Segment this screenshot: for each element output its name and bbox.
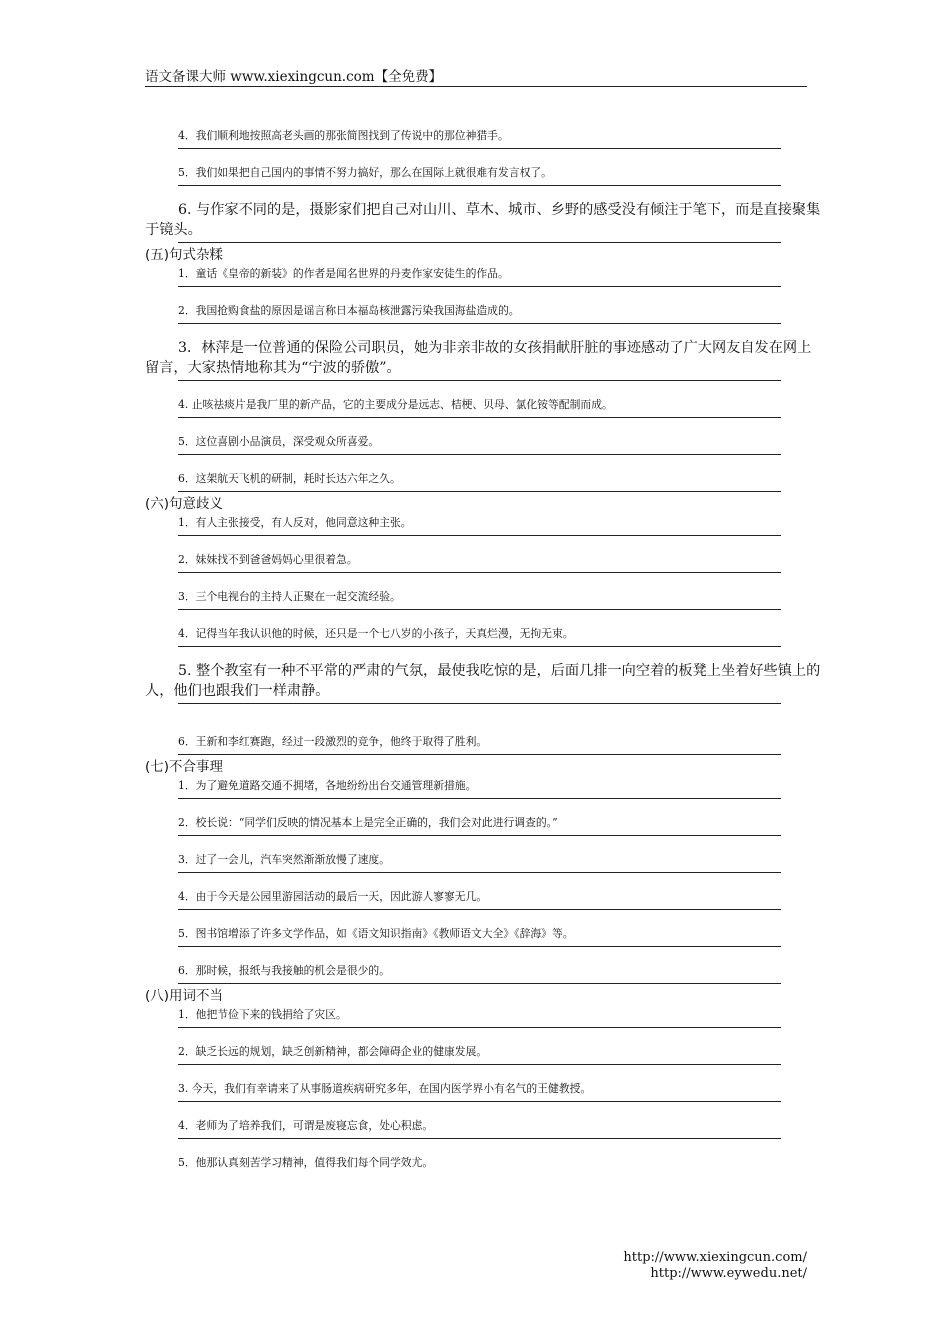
page-header: 语文备课大师 www.xiexingcun.com【全免费】 xyxy=(145,69,443,85)
exercise-sentence: 5. 整个教室有一种不平常的严肃的气氛，最使我吃惊的是，后面几排一向空着的板凳上坐着好些镇上的人，他们也跟我们一样肃静。 xyxy=(145,663,821,699)
exercise-item xyxy=(145,661,825,704)
exercise-item xyxy=(145,264,825,287)
exercise-item xyxy=(145,624,825,647)
exercise-item xyxy=(145,1042,825,1065)
answer-line[interactable] xyxy=(178,944,781,947)
section-title: (七)不合事理 xyxy=(145,759,224,775)
exercise-sentence: 3．三个电视台的主持人正聚在一起交流经验。 xyxy=(178,590,401,603)
answer-line[interactable] xyxy=(178,644,781,647)
section-title: (八)用词不当 xyxy=(145,988,224,1004)
answer-line[interactable] xyxy=(178,415,781,418)
exercise-item xyxy=(145,395,825,418)
exercise-item xyxy=(145,924,825,947)
section-continued xyxy=(145,126,825,243)
answer-line[interactable] xyxy=(178,870,781,873)
answer-line[interactable] xyxy=(178,1099,781,1102)
answer-line[interactable] xyxy=(178,1025,781,1028)
exercise-sentence: 1．有人主张接受，有人反对，他同意这种主张。 xyxy=(178,516,412,529)
exercise-sentence: 2．妹妹找不到爸爸妈妈心里很着急。 xyxy=(178,553,358,566)
exercise-item xyxy=(145,1079,825,1102)
exercise-item xyxy=(145,163,825,186)
exercise-content xyxy=(145,126,825,1187)
section-sentence-mixing xyxy=(145,247,825,492)
exercise-item xyxy=(145,1116,825,1139)
exercise-sentence: 5．图书馆增添了许多文学作品，如《语文知识指南》《教师语文大全》《辞海》等。 xyxy=(178,927,574,940)
answer-line[interactable] xyxy=(178,1136,781,1139)
exercise-item xyxy=(145,338,825,381)
answer-line[interactable] xyxy=(178,489,781,492)
answer-line[interactable] xyxy=(178,452,781,455)
exercise-item xyxy=(145,432,825,455)
section-title: (六)句意歧义 xyxy=(145,496,224,512)
answer-line[interactable] xyxy=(178,752,781,755)
answer-line[interactable] xyxy=(178,607,781,610)
header-divider xyxy=(145,86,807,87)
exercise-sentence: 3．过了一会儿，汽车突然渐渐放慢了速度。 xyxy=(178,853,391,866)
exercise-sentence: 6．王新和李红赛跑，经过一段激烈的竞争，他终于取得了胜利。 xyxy=(178,735,488,748)
exercise-item xyxy=(145,732,825,755)
exercise-sentence: 6．那时候，报纸与我接触的机会是很少的。 xyxy=(178,964,391,977)
exercise-sentence: 5．我们如果把自己国内的事情不努力搞好，那么在国际上就很难有发言权了。 xyxy=(178,166,552,179)
exercise-sentence: 6．这架航天飞机的研制，耗时长达六年之久。 xyxy=(178,472,401,485)
exercise-sentence: 1．为了避免道路交通不拥堵，各地纷纷出台交通管理新措施。 xyxy=(178,779,477,792)
exercise-item xyxy=(145,513,825,536)
answer-line[interactable] xyxy=(178,907,781,910)
exercise-sentence: 4．由于今天是公园里游园活动的最后一天，因此游人寥寥无几。 xyxy=(178,890,488,903)
exercise-item xyxy=(145,776,825,799)
exercise-sentence: 3. 今天，我们有幸请来了从事肠道疾病研究多年，在国内医学界小有名气的王健教授。 xyxy=(178,1082,592,1095)
answer-line[interactable] xyxy=(178,533,781,536)
exercise-sentence: 5．这位喜剧小品演员，深受观众所喜爱。 xyxy=(178,435,380,448)
answer-line[interactable] xyxy=(178,321,781,324)
answer-line[interactable] xyxy=(178,284,781,287)
exercise-sentence: 4. 止咳祛痰片是我厂里的新产品，它的主要成分是远志、桔梗、贝母、氯化铵等配制而成。 xyxy=(178,398,613,411)
exercise-item xyxy=(145,200,825,243)
section-title: (五)句式杂糅 xyxy=(145,247,224,263)
exercise-item xyxy=(145,587,825,610)
exercise-sentence: 4．我们顺利地按照高老头画的那张简图找到了传说中的那位神猎手。 xyxy=(178,129,509,142)
exercise-item xyxy=(145,1153,825,1173)
exercise-item xyxy=(145,850,825,873)
answer-line[interactable] xyxy=(178,240,781,243)
exercise-item xyxy=(145,1005,825,1028)
exercise-sentence: 2．校长说：“同学们反映的情况基本上是完全正确的，我们会对此进行调查的。” xyxy=(178,816,558,829)
exercise-sentence: 1．他把节俭下来的钱捐给了灾区。 xyxy=(178,1008,347,1021)
section-sentence-ambiguity xyxy=(145,496,825,755)
page-footer: http://www.xiexingcun.com/ http://www.eywedu.net/ xyxy=(623,1250,807,1281)
section-unreasonable xyxy=(145,759,825,984)
answer-line[interactable] xyxy=(178,1062,781,1065)
answer-line[interactable] xyxy=(178,146,781,149)
answer-line[interactable] xyxy=(178,570,781,573)
answer-line[interactable] xyxy=(178,701,781,704)
exercise-item xyxy=(145,887,825,910)
answer-line[interactable] xyxy=(178,981,781,984)
exercise-item xyxy=(145,469,825,492)
answer-line[interactable] xyxy=(178,796,781,799)
exercise-sentence: 1．童话《皇帝的新装》的作者是闻名世界的丹麦作家安徒生的作品。 xyxy=(178,267,509,280)
exercise-sentence: 4．老师为了培养我们，可谓是废寝忘食，处心积虑。 xyxy=(178,1119,434,1132)
exercise-item xyxy=(145,961,825,984)
section-improper-wording xyxy=(145,988,825,1173)
exercise-sentence: 5．他那认真刻苦学习精神，值得我们每个同学效尤。 xyxy=(178,1156,434,1169)
exercise-sentence: 2．我国抢购食盐的原因是谣言称日本福岛核泄露污染我国海盐造成的。 xyxy=(178,304,520,317)
answer-line[interactable] xyxy=(178,183,781,186)
exercise-sentence: 3．林萍是一位普通的保险公司职员，她为非亲非故的女孩捐献肝脏的事迹感动了广大网友自发在网上留言，大家热情地称其为“宁波的骄傲”。 xyxy=(145,340,812,376)
exercise-item xyxy=(145,550,825,573)
exercise-sentence: 2．缺乏长远的规划，缺乏创新精神，都会障碍企业的健康发展。 xyxy=(178,1045,488,1058)
exercise-sentence: 6. 与作家不同的是，摄影家们把自己对山川、草木、城市、乡野的感受没有倾注于笔下，而是直接聚集于镜头。 xyxy=(145,202,821,238)
answer-line[interactable] xyxy=(178,378,781,381)
exercise-item xyxy=(145,301,825,324)
exercise-item xyxy=(145,813,825,836)
exercise-sentence: 4．记得当年我认识他的时候，还只是一个七八岁的小孩子，天真烂漫，无拘无束。 xyxy=(178,627,574,640)
answer-line[interactable] xyxy=(178,833,781,836)
exercise-item xyxy=(145,126,825,149)
